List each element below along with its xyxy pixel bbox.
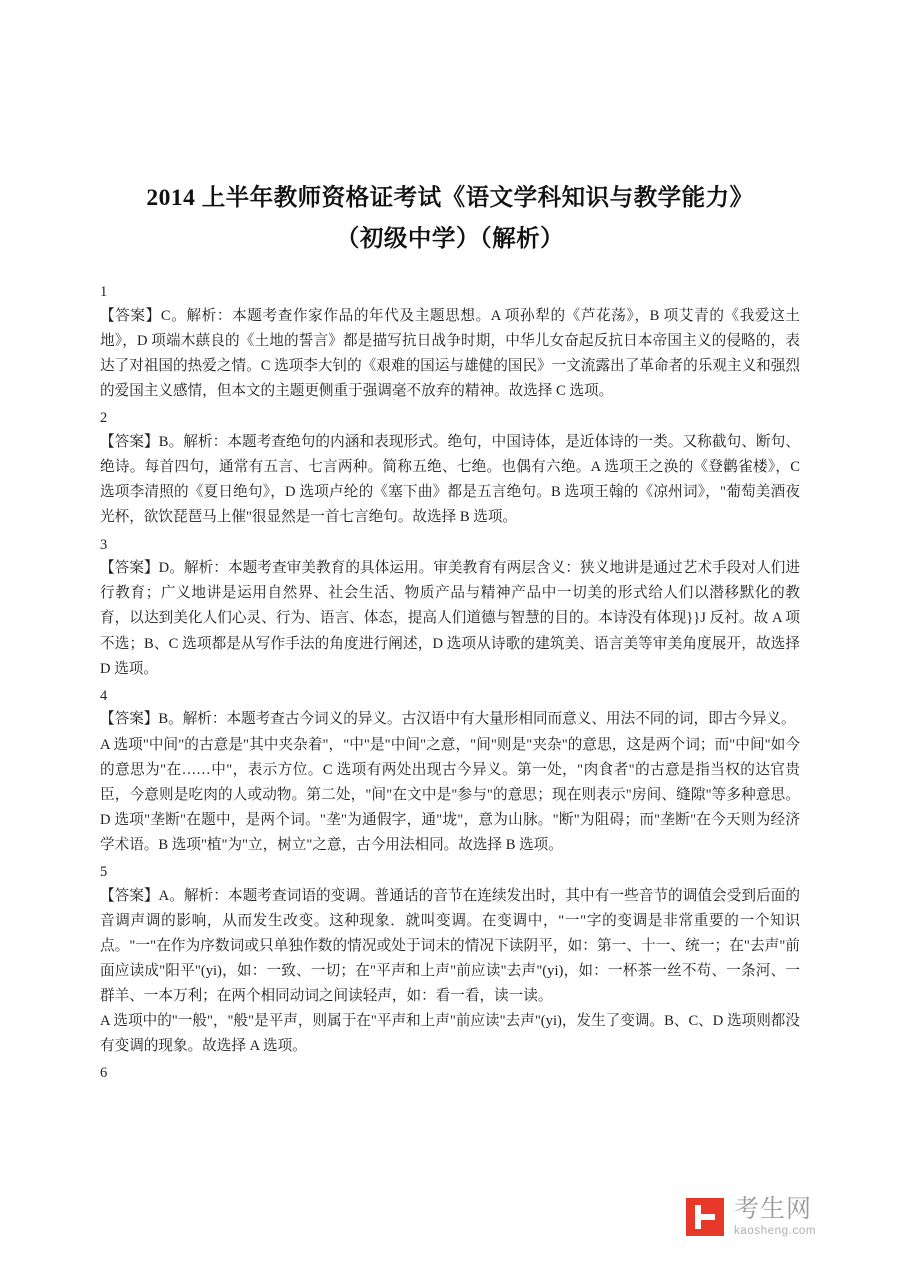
watermark xyxy=(686,1194,816,1238)
question-number: 3 xyxy=(100,536,108,553)
answer-text-extra: A 选项"中间"的古意是"其中夹杂着"，"中"是"中间"之意，"间"则是"夹杂"的意思，这是两个词；而"中间"如今的意思为"在……中"，表示方位。C 选项有两处出现古今异义。第一处，"肉食者"的古意是指当权的达官贵臣，今意则是吃肉的人或动物。第二处，"间"在文中是"参与"的意思；现在则表示"房间、缝隙"等多种意思。D 选项"垄断"在题中，是两个词。"垄"为通假字，通"垅"，意为山脉。"断"为阻碍；而"垄断"在今天则为经济学术语。B 选项"植"为"立，树立"之意，古今用法相同。故选择 B 选项。 xyxy=(100,736,800,853)
answer-item xyxy=(100,408,800,530)
answer-item xyxy=(100,282,800,404)
answer-text: 【答案】C。解析：本题考查作家作品的年代及主题思想。A 项孙犁的《芦花荡》，B 项艾青的《我爱这土地》，D 项端木蕻良的《土地的誓言》都是描写抗日战争时期，中华儿女奋起反抗日本帝国主义的侵略的，表达了对祖国的热爱之情。C 选项李大钊的《艰难的国运与雄健的国民》一文流露出了革命者的乐观主义和强烈的爱国主义感情，但本文的主题更侧重于强调毫不放弃的精神。故选择 C 选项。 xyxy=(100,308,800,400)
question-number: 2 xyxy=(100,410,108,427)
watermark-name-cn: 考生网 xyxy=(734,1194,813,1223)
answer-item xyxy=(100,862,800,1059)
page-title xyxy=(100,0,800,260)
answer-item xyxy=(100,686,800,858)
answer-item xyxy=(100,535,800,682)
answers-content xyxy=(100,282,800,1085)
answer-item xyxy=(100,1063,800,1085)
answer-text: 【答案】D。解析：本题考查审美教育的具体运用。审美教育有两层含义：狭义地讲是通过艺术手段对人们进行教育；广义地讲是运用自然界、社会生活、物质产品与精神产品中一切美的形式给人们以潜移默化的教育，以达到美化人们心灵、行为、语言、体态，提高人们道德与智慧的目的。本诗没有体现}}J 反衬。故 A 项不选；B、C 选项都是从写作手法的角度进行阐述，D 选项从诗歌的建筑美、语言美等审美角度展开，故选择 D 选项。 xyxy=(100,560,800,677)
question-number: 1 xyxy=(100,284,108,301)
watermark-name-en: kaosheng.com xyxy=(734,1224,816,1237)
question-number: 4 xyxy=(100,687,108,704)
answer-text-extra: A 选项中的"一般"，"般"是平声，则属于在"平声和上声"前应读"去声"(yi)，发生了变调。B、C、D 选项则都没有变调的现象。故选择 A 选项。 xyxy=(100,1013,800,1055)
question-number: 6 xyxy=(100,1065,108,1082)
logo-icon xyxy=(686,1198,724,1236)
answer-text: 【答案】B。解析：本题考查古今词义的异义。古汉语中有大量形相同而意义、用法不同的词，即古今异义。 xyxy=(100,711,796,728)
title-line-1: 2014 上半年教师资格证考试《语文学科知识与教学能力》 xyxy=(146,185,754,211)
answer-text: 【答案】B。解析：本题考查绝句的内涵和表现形式。绝句，中国诗体，是近体诗的一类。又称截句、断句、绝诗。每首四句，通常有五言、七言两种。简称五绝、七绝。也偶有六绝。A 选项王之涣的《登鹳雀楼》，C 选项李清照的《夏日绝句》，D 选项卢纶的《塞下曲》都是五言绝句。B 选项王翰的《凉州词》，"葡萄美酒夜光杯，欲饮琵琶马上催"很显然是一首七言绝句。故选择 B 选项。 xyxy=(100,434,800,526)
title-line-2: （初级中学）（解析） xyxy=(335,226,565,253)
answer-text: 【答案】A。解析：本题考查词语的变调。普通话的音节在连续发出时，其中有一些音节的调值会受到后面的音调声调的影响，从而发生改变。这种现象．就叫变调。在变调中，"一"字的变调是非常重要的一个知识点。"一"在作为序数词或只单独作数的情况或处于词末的情况下读阴平，如：第一、十一、统一；在"去声"前面应读成"阳平"(yi)，如：一致、一切；在"平声和上声"前应读"去声"(yi)，如：一杯茶一丝不苟、一条河、一群羊、一本万利；在两个相同动词之间读轻声，如：看一看，读一读。 xyxy=(100,887,800,1005)
question-number: 5 xyxy=(100,864,108,881)
watermark-text xyxy=(734,1194,816,1238)
